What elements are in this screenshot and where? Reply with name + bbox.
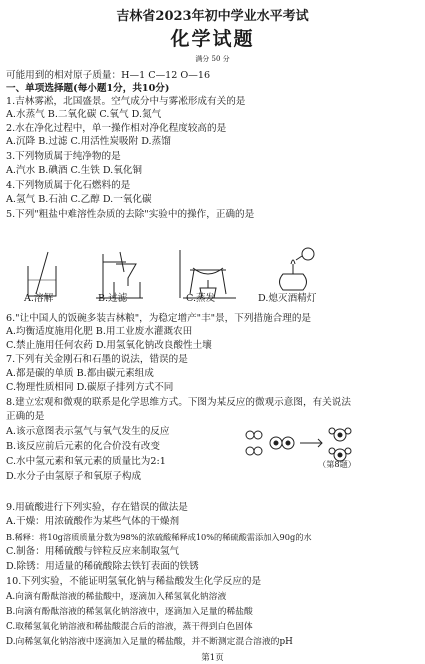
question-line: A.向滴有酚酞溶液的稀盐酸中，逐滴加入稀氢氧化钠溶液 bbox=[6, 592, 227, 602]
question-line: 1.吉林雾凇，北国盛景。空气成分中与雾凇形成有关的是 bbox=[6, 96, 246, 107]
question-line: B.该反应前后元素的化合价没有改变 bbox=[6, 441, 161, 452]
q8-figure-caption: （第8题） bbox=[318, 459, 356, 469]
question-line: 4.下列物质属于化石燃料的是 bbox=[6, 180, 131, 191]
exam-title: 吉林省2023年初中学业水平考试 bbox=[116, 9, 309, 24]
question-line: 2.水在净化过程中，单一操作相对净化程度较高的是 bbox=[6, 123, 227, 134]
question-line: D.除锈：用适量的稀硫酸除去铁钉表面的铁锈 bbox=[6, 561, 199, 572]
q8-molecule-diagram bbox=[240, 425, 390, 480]
question-line: A.该示意图表示氢气与氧气发生的反应 bbox=[6, 426, 170, 437]
question-line: B.稀释：将10g溶质质量分数为98%的浓硫酸稀释成10%的稀硫酸需添加入90g的水 bbox=[6, 532, 312, 542]
question-line: 7.下列有关金刚石和石墨的说法，错误的是 bbox=[6, 354, 188, 365]
q5-option-d-label: D.熄灭酒精灯 bbox=[258, 293, 317, 304]
q5-option-c-label: C.蒸发 bbox=[186, 293, 216, 304]
question-line: C.禁止施用任何农药 D.用氢氧化钠改良酸性土壤 bbox=[6, 340, 212, 351]
question-line: A.均衡适度施用化肥 B.用工业废水灌溉农田 bbox=[6, 326, 193, 337]
subject-title: 化学试题 bbox=[170, 28, 255, 50]
question-line: 5.下列"粗盐中难溶性杂质的去除"实验中的操作，正确的是 bbox=[6, 209, 255, 220]
page-number: 第1页 bbox=[201, 653, 224, 663]
question-line: A.氢气 B.石油 C.乙醇 D.一氧化碳 bbox=[6, 194, 152, 205]
question-line: C.水中氢元素和氧元素的质量比为2:1 bbox=[6, 456, 166, 467]
question-line: A.都是碳的单质 B.都由碳元素组成 bbox=[6, 368, 154, 379]
question-line: 8.建立宏观和微观的联系是化学思维方式。下图为某反应的微观示意图，有关说法 bbox=[6, 397, 351, 408]
section-heading: 一、单项选择题(每小题1分，共10分) bbox=[6, 83, 170, 94]
q5-option-b-label: B.过滤 bbox=[98, 293, 128, 304]
question-line: 9.用硫酸进行下列实验，存在错误的做法是 bbox=[6, 502, 188, 513]
score-note: 满分 50 分 bbox=[195, 55, 230, 63]
question-line: A.水蒸气 B.二氧化碳 C.氧气 D.氮气 bbox=[6, 109, 162, 120]
question-line: C.制备：用稀硫酸与锌粒反应来制取氢气 bbox=[6, 546, 180, 557]
question-line: D.水分子由氢原子和氧原子构成 bbox=[6, 471, 142, 482]
question-line: 10.下列实验，不能证明氢氧化钠与稀盐酸发生化学反应的是 bbox=[6, 576, 262, 587]
q5-option-a-label: A.溶解 bbox=[24, 293, 54, 304]
question-line: A.干燥：用浓硫酸作为某些气体的干燥剂 bbox=[6, 516, 180, 527]
atomic-mass-note: 可能用到的相对原子质量：H—1 C—12 O—16 bbox=[6, 70, 211, 81]
question-line: A.沉降 B.过滤 C.用活性炭吸附 D.蒸馏 bbox=[6, 136, 171, 147]
question-line: A.汽水 B.碘酒 C.生铁 D.氧化铜 bbox=[6, 165, 143, 176]
question-line: B.向滴有酚酞溶液的稀氢氧化钠溶液中，逐滴加入足量的稀盐酸 bbox=[6, 607, 253, 617]
question-line: 3.下列物质属于纯净物的是 bbox=[6, 151, 121, 162]
question-line: D.向稀氢氧化钠溶液中逐滴加入足量的稀盐酸，并不断测定混合溶液的pH bbox=[6, 637, 293, 647]
question-line: 6."让中国人的饭碗多装吉林粮"，为稳定增产"丰"景，下列措施合理的是 bbox=[6, 313, 312, 324]
question-line: C.物理性质相同 D.碳原子排列方式不同 bbox=[6, 382, 174, 393]
question-line: 正确的是 bbox=[6, 411, 45, 422]
question-line: C.取稀氢氧化钠溶液和稀盐酸混合后的溶液，蒸干得到白色固体 bbox=[6, 622, 253, 632]
